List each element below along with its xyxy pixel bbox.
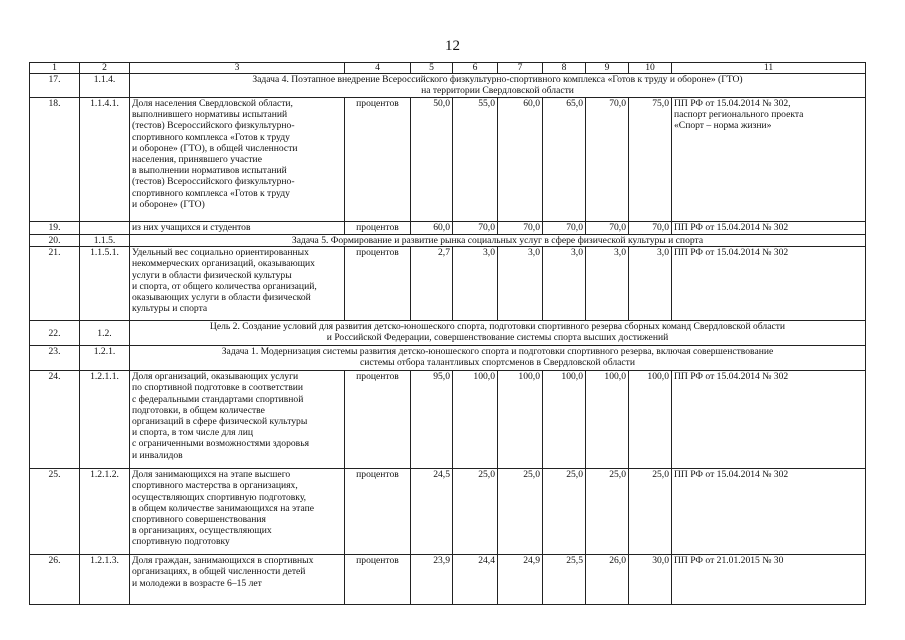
column-number: 1 (30, 63, 80, 74)
page-number: 12 (445, 38, 460, 54)
value-cell: 75,0 (629, 98, 672, 222)
row-code: 1.1.4.1. (80, 98, 130, 222)
value-cell: 30,0 (629, 555, 672, 605)
column-number: 10 (629, 63, 672, 74)
row-number: 21. (30, 247, 80, 321)
row-number: 26. (30, 555, 80, 605)
value-cell: 3,0 (453, 247, 498, 321)
indicator-description: Доля организаций, оказывающих услуги по спортивной подготовке в соответствии с федеральными стандартами спортивной подготовки, в общем количестве организаций в сфере физической культуры и спорта, в том числе для лиц с ограниченными возможностями здоровья и инвалидов (130, 371, 345, 469)
task-row (30, 346, 866, 371)
value-cell: 23,9 (411, 555, 453, 605)
row-number: 17. (30, 74, 80, 98)
value-cell: 24,9 (498, 555, 543, 605)
row-number: 18. (30, 98, 80, 222)
value-cell: 24,4 (453, 555, 498, 605)
indicator-description: Доля населения Свердловской области, выполнившего нормативы испытаний (тестов) Всероссийского физкультурно- спортивного комплекса «Готов к труду и обороне» (ГТО), в общей численности населения, принявшего участие в выполнении нормативов испытаний (тестов) Всероссийского физкультурно- спортивного комплекса «Готов к труду и обороне» (ГТО) (130, 98, 345, 222)
task-row (30, 74, 866, 98)
value-cell: 100,0 (498, 371, 543, 469)
value-cell: 25,0 (543, 469, 586, 555)
row-code (80, 222, 130, 235)
value-cell: 60,0 (498, 98, 543, 222)
row-code: 1.1.4. (80, 74, 130, 98)
column-number: 6 (453, 63, 498, 74)
column-number: 9 (586, 63, 629, 74)
column-numbers-row (30, 63, 866, 74)
column-number: 7 (498, 63, 543, 74)
value-cell: 3,0 (498, 247, 543, 321)
value-cell: 70,0 (586, 222, 629, 235)
row-code: 1.2.1.1. (80, 371, 130, 469)
indicator-row (30, 371, 866, 469)
unit: процентов (345, 247, 411, 321)
source-reference: ПП РФ от 15.04.2014 № 302, паспорт регионального проекта «Спорт – норма жизни» (672, 98, 866, 222)
unit: процентов (345, 222, 411, 235)
indicator-description: Доля граждан, занимающихся в спортивных организациях, в общей численности детей и молодежи в возрасте 6–15 лет (130, 555, 345, 605)
row-code: 1.2.1. (80, 346, 130, 371)
goal-title: Цель 2. Создание условий для развития детско-юношеского спорта, подготовки спортивного резерва сборных команд Свердловской области и Российской Федерации, совершенствование системы спорта высших достижений (130, 321, 866, 346)
task-title: Задача 5. Формирование и развитие рынка социальных услуг в сфере физической культуры и спорта (130, 235, 866, 247)
row-number: 22. (30, 321, 80, 346)
row-number: 23. (30, 346, 80, 371)
column-number: 5 (411, 63, 453, 74)
column-number: 2 (80, 63, 130, 74)
row-code: 1.1.5. (80, 235, 130, 247)
task-row (30, 235, 866, 247)
row-code: 1.2. (80, 321, 130, 346)
value-cell: 70,0 (453, 222, 498, 235)
value-cell: 3,0 (543, 247, 586, 321)
value-cell: 24,5 (411, 469, 453, 555)
value-cell: 25,0 (498, 469, 543, 555)
row-code: 1.1.5.1. (80, 247, 130, 321)
value-cell: 70,0 (498, 222, 543, 235)
value-cell: 2,7 (411, 247, 453, 321)
value-cell: 25,5 (543, 555, 586, 605)
value-cell: 100,0 (586, 371, 629, 469)
indicator-description: из них учащихся и студентов (130, 222, 345, 235)
indicator-row (30, 469, 866, 555)
unit: процентов (345, 555, 411, 605)
value-cell: 70,0 (629, 222, 672, 235)
value-cell: 25,0 (629, 469, 672, 555)
value-cell: 70,0 (543, 222, 586, 235)
indicator-row (30, 247, 866, 321)
indicators-table (29, 62, 866, 605)
row-code: 1.2.1.3. (80, 555, 130, 605)
indicator-row (30, 222, 866, 235)
value-cell: 100,0 (453, 371, 498, 469)
value-cell: 3,0 (629, 247, 672, 321)
column-number: 8 (543, 63, 586, 74)
row-number: 24. (30, 371, 80, 469)
row-code: 1.2.1.2. (80, 469, 130, 555)
row-number: 19. (30, 222, 80, 235)
column-number: 11 (672, 63, 866, 74)
task-title: Задача 4. Поэтапное внедрение Всероссийского физкультурно-спортивного комплекса «Готов к труду и обороне» (ГТО) на территории Свердловской области (130, 74, 866, 98)
row-number: 20. (30, 235, 80, 247)
indicator-row (30, 555, 866, 605)
source-reference: ПП РФ от 15.04.2014 № 302 (672, 247, 866, 321)
source-reference: ПП РФ от 15.04.2014 № 302 (672, 371, 866, 469)
unit: процентов (345, 371, 411, 469)
unit: процентов (345, 98, 411, 222)
value-cell: 3,0 (586, 247, 629, 321)
value-cell: 95,0 (411, 371, 453, 469)
value-cell: 100,0 (629, 371, 672, 469)
source-reference: ПП РФ от 15.04.2014 № 302 (672, 469, 866, 555)
value-cell: 70,0 (586, 98, 629, 222)
column-number: 3 (130, 63, 345, 74)
value-cell: 25,0 (586, 469, 629, 555)
indicator-description: Удельный вес социально ориентированных некоммерческих организаций, оказывающих услуги в области физической культуры и спорта, от общего количества организаций, оказывающих услуги в области физической культуры и спорта (130, 247, 345, 321)
unit: процентов (345, 469, 411, 555)
value-cell: 65,0 (543, 98, 586, 222)
goal-row (30, 321, 866, 346)
value-cell: 50,0 (411, 98, 453, 222)
indicator-row (30, 98, 866, 222)
source-reference: ПП РФ от 21.01.2015 № 30 (672, 555, 866, 605)
source-reference: ПП РФ от 15.04.2014 № 302 (672, 222, 866, 235)
column-number: 4 (345, 63, 411, 74)
value-cell: 55,0 (453, 98, 498, 222)
indicator-description: Доля занимающихся на этапе высшего спортивного мастерства в организациях, осуществляющих спортивную подготовку, в общем количестве занимающихся на этапе спортивного совершенствования в организациях, осуществляющих спортивную подготовку (130, 469, 345, 555)
task-title: Задача 1. Модернизация системы развития детско-юношеского спорта и подготовки спортивного резерва, включая совершенствование системы отбора талантливых спортсменов в Свердловской области (130, 346, 866, 371)
row-number: 25. (30, 469, 80, 555)
value-cell: 60,0 (411, 222, 453, 235)
value-cell: 100,0 (543, 371, 586, 469)
value-cell: 25,0 (453, 469, 498, 555)
value-cell: 26,0 (586, 555, 629, 605)
